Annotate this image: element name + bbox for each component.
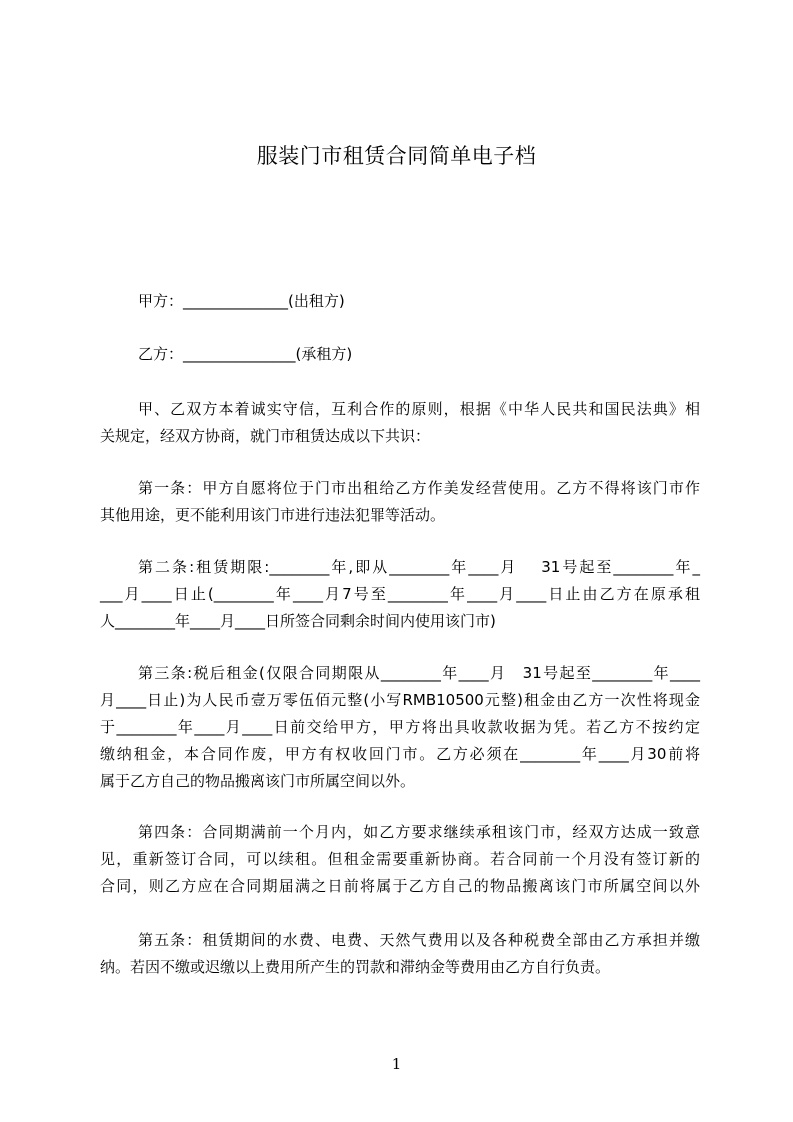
article-3-line-5: 属于乙方自己的物品搬离该门市所属空间以外。 bbox=[100, 772, 416, 790]
page-number: 1 bbox=[391, 1055, 402, 1073]
article-4-line-1: 第四条：合同期满前一个月内，如乙方要求继续承租该门市，经双方达成一致意 bbox=[138, 823, 700, 841]
party-a-line: 甲方：______________(出租方) bbox=[138, 292, 345, 310]
article-2-line-2: ___月____日止(________年____月7号至________年____月____日止由乙方在原承租 bbox=[100, 585, 700, 603]
party-b-line: 乙方：_______________(承租方) bbox=[138, 345, 353, 363]
article-3-line-1: 第三条:税后租金(仅限合同期限从________年____月 31号起至________年____ bbox=[138, 664, 700, 682]
intro-line-1: 甲、乙双方本着诚实守信，互利合作的原则，根据《中华人民共和国民法典》相 bbox=[138, 400, 700, 418]
article-2-line-1: 第二条:租赁期限:________年,即从________年____月 31号起至________年_ bbox=[138, 558, 700, 576]
article-4-paragraph bbox=[100, 819, 700, 900]
article-2-line-3: 人________年____月____日所签合同剩余时间内使用该门市) bbox=[100, 612, 496, 630]
article-1-paragraph bbox=[100, 475, 700, 529]
article-5-line-1: 第五条：租赁期间的水费、电费、天然气费用以及各种税费全部由乙方承担并缴 bbox=[138, 931, 700, 949]
article-5-line-2: 纳。若因不缴或迟缴以上费用所产生的罚款和滞纳金等费用由乙方自行负责。 bbox=[100, 958, 611, 976]
article-3-line-4: 缴纳租金，本合同作废，甲方有权收回门市。乙方必须在________年____月30前将 bbox=[100, 745, 700, 763]
article-4-line-2: 见，重新签订合同，可以续租。但租金需要重新协商。若合同前一个月没有签订新的 bbox=[100, 850, 700, 868]
article-1-line-2: 其他用途，更不能利用该门市进行违法犯罪等活动。 bbox=[100, 506, 446, 524]
article-3-line-2: 月____日止)为人民币壹万零伍佰元整(小写RMB10500元整)租金由乙方一次性将现金 bbox=[100, 691, 700, 709]
intro-line-2: 关规定，经双方协商，就门市租赁达成以下共识： bbox=[100, 427, 431, 445]
article-3-line-3: 于________年____月____日前交给甲方，甲方将出具收款收据为凭。若乙方不按约定 bbox=[100, 718, 700, 736]
article-1-line-1: 第一条：甲方自愿将位于门市出租给乙方作美发经营使用。乙方不得将该门市作 bbox=[138, 479, 700, 497]
intro-paragraph bbox=[100, 396, 700, 450]
article-3-paragraph bbox=[100, 660, 700, 795]
article-5-paragraph bbox=[100, 927, 700, 981]
document-title: 服装门市租赁合同简单电子档 bbox=[256, 144, 537, 168]
article-2-paragraph bbox=[100, 554, 700, 635]
article-4-line-3: 合同，则乙方应在合同期届满之日前将属于乙方自己的物品搬离该门市所属空间以外 bbox=[100, 877, 700, 895]
